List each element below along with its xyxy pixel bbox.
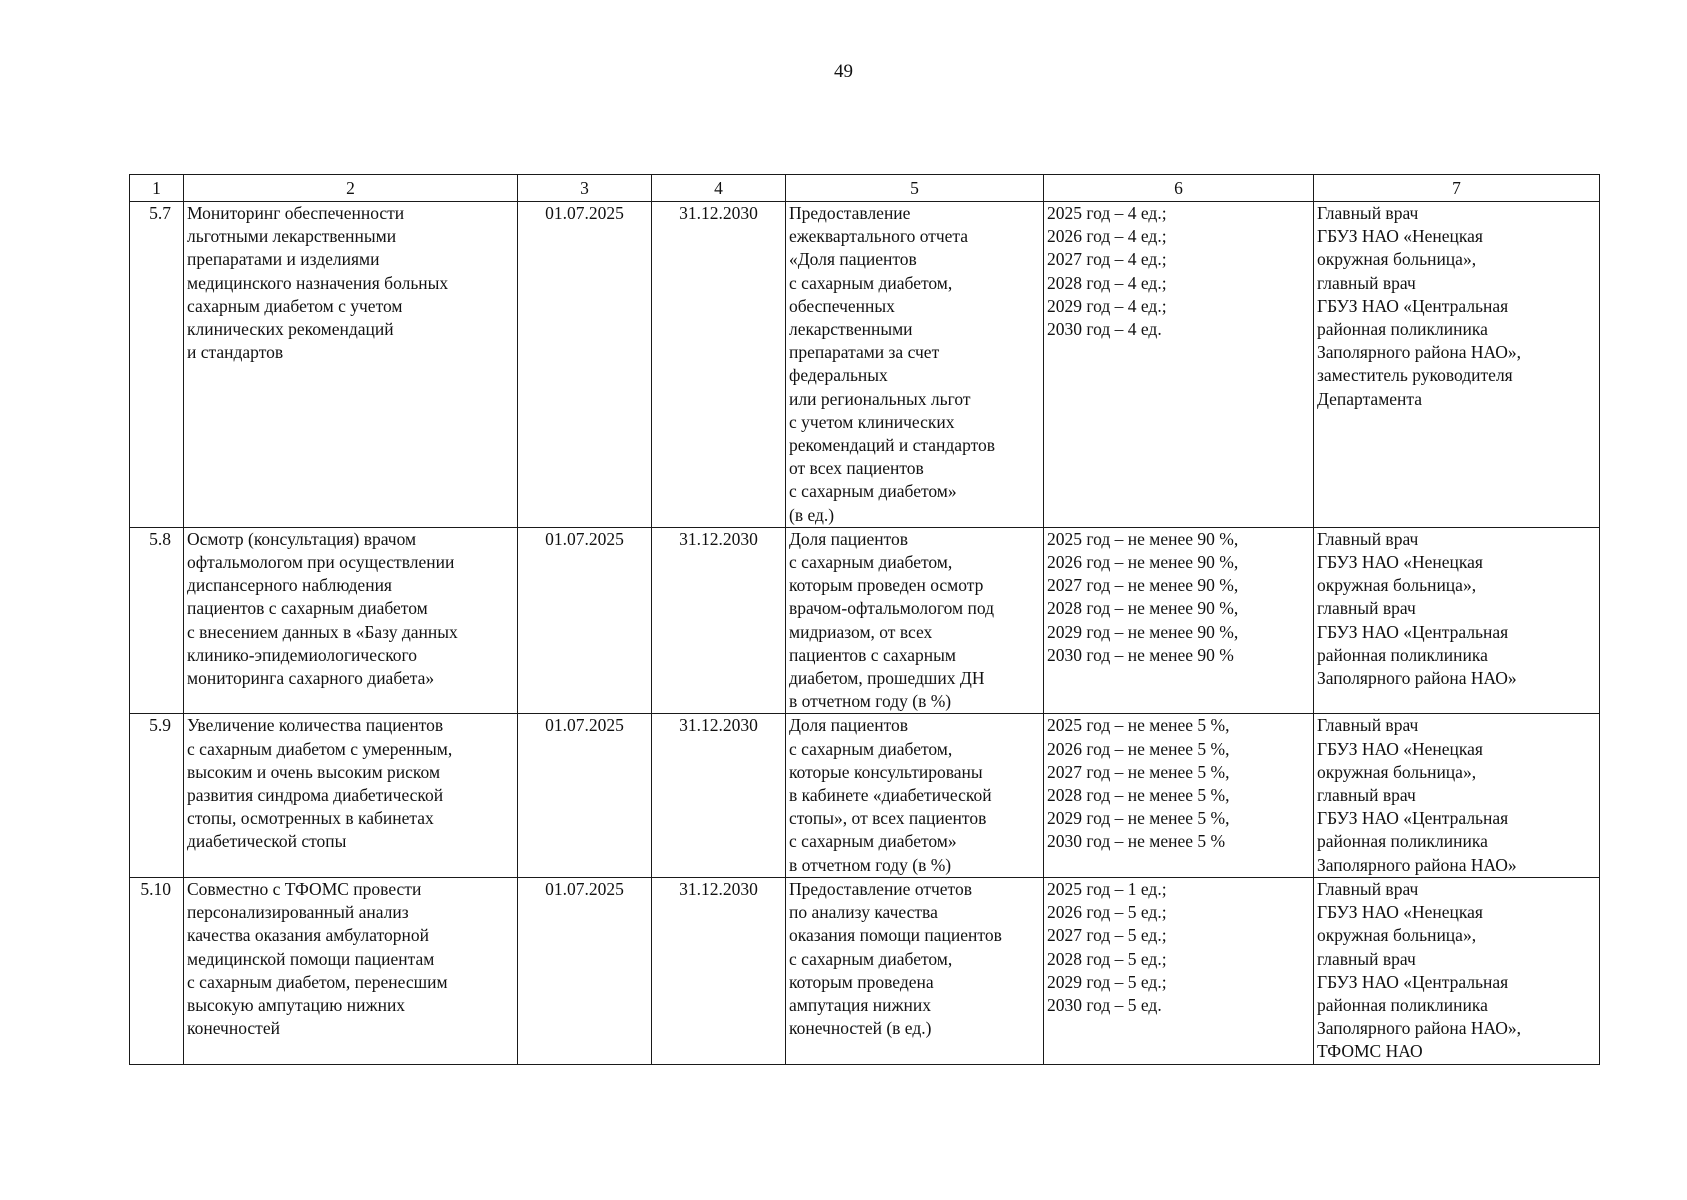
responsible-cell-line: главный врач: [1317, 272, 1416, 293]
start-date-cell: 01.07.2025: [518, 202, 652, 528]
description-cell: [184, 877, 518, 1064]
result-cell-line: которым проведена: [789, 971, 934, 992]
column-header: 3: [518, 175, 652, 202]
result-cell: [786, 202, 1044, 528]
result-cell-line: врачом-офтальмологом под: [789, 598, 994, 619]
targets-cell-line: 2028 год – не менее 5 %,: [1047, 785, 1230, 806]
responsible-cell-line: Заполярного района НАО»: [1317, 854, 1517, 875]
responsible-cell-line: районная поликлиника: [1317, 994, 1488, 1015]
responsible-cell-line: окружная больница»,: [1317, 925, 1477, 946]
targets-cell-line: 2030 год – не менее 90 %: [1047, 644, 1234, 665]
responsible-cell-line: Заполярного района НАО»: [1317, 668, 1517, 689]
result-cell-line: от всех пациентов: [789, 458, 924, 479]
result-cell-line: с сахарным диабетом,: [789, 738, 953, 759]
description-cell-line: мониторинга сахарного диабета»: [187, 668, 435, 689]
result-cell-line: диабетом, прошедших ДН: [789, 668, 985, 689]
responsible-cell-line: ГБУЗ НАО «Ненецкая: [1317, 738, 1483, 759]
end-date-cell: 31.12.2030: [652, 202, 786, 528]
table-row: [130, 202, 1600, 528]
result-cell: [786, 714, 1044, 877]
item-number-cell: 5.7: [130, 202, 184, 528]
description-cell-line: диабетической стопы: [187, 831, 347, 852]
result-cell-line: с сахарным диабетом,: [789, 272, 953, 293]
targets-cell: [1044, 714, 1314, 877]
description-cell: [184, 202, 518, 528]
result-cell-line: рекомендаций и стандартов: [789, 435, 996, 456]
targets-cell-line: 2028 год – 5 ед.;: [1047, 948, 1167, 969]
targets-cell-line: 2025 год – 1 ед.;: [1047, 878, 1167, 899]
targets-cell-line: 2030 год – не менее 5 %: [1047, 831, 1226, 852]
targets-cell-line: 2026 год – 5 ед.;: [1047, 902, 1167, 923]
description-cell-line: клинических рекомендаций: [187, 319, 394, 340]
description-cell-line: высокую ампутацию нижних: [187, 994, 406, 1015]
description-cell-line: высоким и очень высоким риском: [187, 761, 441, 782]
targets-cell-line: 2030 год – 4 ед.: [1047, 319, 1162, 340]
targets-cell-line: 2028 год – не менее 90 %,: [1047, 598, 1239, 619]
responsible-cell-line: ГБУЗ НАО «Центральная: [1317, 621, 1509, 642]
targets-cell: [1044, 202, 1314, 528]
result-cell-line: «Доля пациентов: [789, 249, 917, 270]
responsible-cell-line: ТФОМС НАО: [1317, 1041, 1423, 1062]
result-cell-line: по анализу качества: [789, 902, 938, 923]
result-cell-line: или региональных льгот: [789, 388, 971, 409]
responsible-cell-line: Заполярного района НАО»,: [1317, 342, 1522, 363]
start-date-cell: 01.07.2025: [518, 714, 652, 877]
item-number-cell: 5.9: [130, 714, 184, 877]
result-cell-line: которым проведен осмотр: [789, 575, 984, 596]
targets-cell-line: 2029 год – не менее 5 %,: [1047, 808, 1230, 829]
column-header: 4: [652, 175, 786, 202]
responsible-cell-line: ГБУЗ НАО «Ненецкая: [1317, 902, 1483, 923]
responsible-cell: [1314, 877, 1600, 1064]
description-cell-line: льготными лекарственными: [187, 226, 397, 247]
description-cell-line: сахарным диабетом с учетом: [187, 295, 403, 316]
end-date-cell: 31.12.2030: [652, 877, 786, 1064]
description-cell-line: медицинского назначения больных: [187, 272, 449, 293]
result-cell-line: в отчетном году (в %): [789, 854, 952, 875]
responsible-cell-line: окружная больница»,: [1317, 249, 1477, 270]
responsible-cell-line: ГБУЗ НАО «Центральная: [1317, 295, 1509, 316]
result-cell-line: федеральных: [789, 365, 888, 386]
end-date-cell: 31.12.2030: [652, 527, 786, 714]
responsible-cell-line: главный врач: [1317, 598, 1416, 619]
item-number-cell: 5.8: [130, 527, 184, 714]
targets-cell: [1044, 527, 1314, 714]
result-cell: [786, 877, 1044, 1064]
responsible-cell-line: ГБУЗ НАО «Ненецкая: [1317, 226, 1483, 247]
item-number-cell: 5.10: [130, 877, 184, 1064]
targets-cell-line: 2029 год – не менее 90 %,: [1047, 621, 1239, 642]
responsible-cell-line: окружная больница»,: [1317, 761, 1477, 782]
result-cell-line: оказания помощи пациентов: [789, 925, 1002, 946]
result-cell: [786, 527, 1044, 714]
page-number: 49: [834, 61, 853, 82]
responsible-cell-line: районная поликлиника: [1317, 319, 1488, 340]
responsible-cell-line: главный врач: [1317, 948, 1416, 969]
result-cell-line: ампутация нижних: [789, 994, 932, 1015]
description-cell-line: Мониторинг обеспеченности: [187, 203, 405, 223]
responsible-cell: [1314, 527, 1600, 714]
targets-cell-line: 2027 год – 4 ед.;: [1047, 249, 1167, 270]
targets-cell-line: 2029 год – 5 ед.;: [1047, 971, 1167, 992]
description-cell-line: развития синдрома диабетической: [187, 785, 444, 806]
result-cell-line: с сахарным диабетом»: [789, 831, 957, 852]
table-row: [130, 714, 1600, 877]
start-date-cell: 01.07.2025: [518, 877, 652, 1064]
description-cell-line: медицинской помощи пациентам: [187, 948, 435, 969]
responsible-cell: [1314, 714, 1600, 877]
result-cell-line: препаратами за счет: [789, 342, 940, 363]
table-header-row: [130, 175, 1600, 202]
description-cell-line: качества оказания амбулаторной: [187, 925, 429, 946]
responsible-cell: [1314, 202, 1600, 528]
targets-cell-line: 2027 год – не менее 90 %,: [1047, 575, 1239, 596]
description-cell-line: пациентов с сахарным диабетом: [187, 598, 428, 619]
column-header: 7: [1314, 175, 1600, 202]
description-cell-line: и стандартов: [187, 342, 284, 363]
responsible-cell-line: Главный врач: [1317, 203, 1419, 223]
result-cell-line: лекарственными: [789, 319, 913, 340]
description-cell-line: персонализированный анализ: [187, 902, 409, 923]
responsible-cell-line: Главный врач: [1317, 528, 1419, 549]
column-header: 5: [786, 175, 1044, 202]
description-cell-line: диспансерного наблюдения: [187, 575, 392, 596]
description-cell-line: Совместно с ТФОМС провести: [187, 878, 422, 899]
responsible-cell-line: Главный врач: [1317, 878, 1419, 899]
result-cell-line: ежеквартального отчета: [789, 226, 969, 247]
targets-cell-line: 2027 год – 5 ед.;: [1047, 925, 1167, 946]
targets-cell-line: 2030 год – 5 ед.: [1047, 994, 1162, 1015]
description-cell-line: конечностей: [187, 1018, 280, 1039]
table-row: [130, 527, 1600, 714]
responsible-cell-line: Главный врач: [1317, 715, 1419, 736]
start-date-cell: 01.07.2025: [518, 527, 652, 714]
targets-cell-line: 2026 год – 4 ед.;: [1047, 226, 1167, 247]
description-cell-line: Осмотр (консультация) врачом: [187, 528, 417, 549]
result-cell-line: Доля пациентов: [789, 528, 909, 549]
result-cell-line: конечностей (в ед.): [789, 1018, 932, 1039]
targets-cell-line: 2027 год – не менее 5 %,: [1047, 761, 1230, 782]
description-cell-line: клинико-эпидемиологического: [187, 644, 418, 665]
responsible-cell-line: ГБУЗ НАО «Центральная: [1317, 808, 1509, 829]
description-cell: [184, 527, 518, 714]
responsible-cell-line: ГБУЗ НАО «Центральная: [1317, 971, 1509, 992]
responsible-cell-line: окружная больница»,: [1317, 575, 1477, 596]
column-header: 1: [130, 175, 184, 202]
responsible-cell-line: заместитель руководителя: [1317, 365, 1513, 386]
result-cell-line: Предоставление отчетов: [789, 878, 972, 899]
table-row: [130, 877, 1600, 1064]
targets-cell-line: 2025 год – 4 ед.;: [1047, 203, 1167, 223]
result-cell-line: в кабинете «диабетической: [789, 785, 992, 806]
responsible-cell-line: ГБУЗ НАО «Ненецкая: [1317, 552, 1483, 573]
result-cell-line: (в ед.): [789, 504, 835, 525]
result-cell-line: пациентов с сахарным: [789, 644, 956, 665]
targets-cell-line: 2025 год – не менее 90 %,: [1047, 528, 1239, 549]
result-cell-line: с учетом клинических: [789, 411, 955, 432]
result-cell-line: с сахарным диабетом,: [789, 552, 953, 573]
description-cell-line: офтальмологом при осуществлении: [187, 552, 455, 573]
result-cell-line: с сахарным диабетом,: [789, 948, 953, 969]
description-cell-line: с сахарным диабетом с умеренным,: [187, 738, 453, 759]
result-cell-line: мидриазом, от всех: [789, 621, 933, 642]
result-cell-line: Предоставление: [789, 203, 911, 223]
result-cell-line: Доля пациентов: [789, 715, 909, 736]
result-cell-line: обеспеченных: [789, 295, 895, 316]
targets-cell-line: 2029 год – 4 ед.;: [1047, 295, 1167, 316]
description-cell-line: стопы, осмотренных в кабинетах: [187, 808, 434, 829]
result-cell-line: которые консультированы: [789, 761, 983, 782]
measures-table: [129, 174, 1600, 1065]
column-header: 6: [1044, 175, 1314, 202]
targets-cell-line: 2026 год – не менее 5 %,: [1047, 738, 1230, 759]
responsible-cell-line: районная поликлиника: [1317, 644, 1488, 665]
targets-cell-line: 2025 год – не менее 5 %,: [1047, 715, 1230, 736]
targets-cell-line: 2028 год – 4 ед.;: [1047, 272, 1167, 293]
description-cell-line: препаратами и изделиями: [187, 249, 380, 270]
result-cell-line: стопы», от всех пациентов: [789, 808, 987, 829]
responsible-cell-line: районная поликлиника: [1317, 831, 1488, 852]
description-cell-line: Увеличение количества пациентов: [187, 715, 444, 736]
column-header: 2: [184, 175, 518, 202]
responsible-cell-line: главный врач: [1317, 785, 1416, 806]
targets-cell: [1044, 877, 1314, 1064]
targets-cell-line: 2026 год – не менее 90 %,: [1047, 552, 1239, 573]
responsible-cell-line: Департамента: [1317, 388, 1423, 409]
description-cell: [184, 714, 518, 877]
result-cell-line: с сахарным диабетом»: [789, 481, 957, 502]
end-date-cell: 31.12.2030: [652, 714, 786, 877]
description-cell-line: с сахарным диабетом, перенесшим: [187, 971, 448, 992]
result-cell-line: в отчетном году (в %): [789, 691, 952, 712]
responsible-cell-line: Заполярного района НАО»,: [1317, 1018, 1522, 1039]
description-cell-line: с внесением данных в «Базу данных: [187, 621, 458, 642]
